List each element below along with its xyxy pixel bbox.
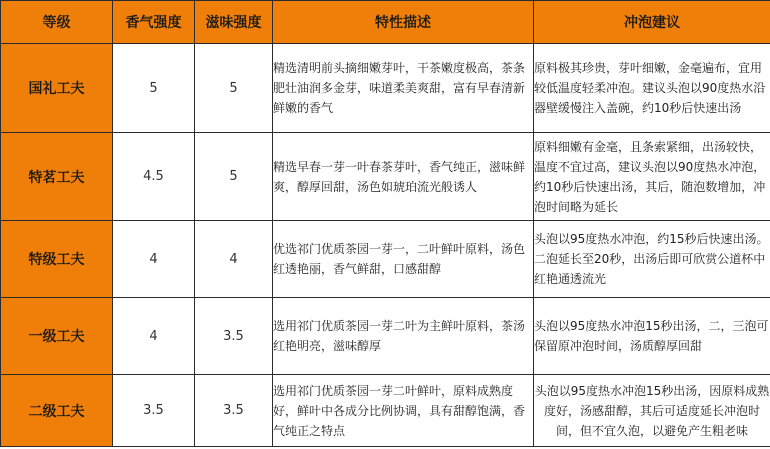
grade-cell: 二级工夫 xyxy=(1,375,113,447)
header-row xyxy=(1,1,770,44)
header-features: 特性描述 xyxy=(273,1,534,44)
grade-cell: 特茗工夫 xyxy=(1,133,113,221)
aroma-cell: 4 xyxy=(113,221,195,298)
brewing-cell: 头泡以95度热水冲泡，约15秒后快速出汤。二泡延长至20秒，出汤后即可欣赏公道杯中红艳通透流光 xyxy=(534,221,770,298)
features-cell: 精选清明前头摘细嫩芽叶，干茶嫩度极高，茶条肥壮油润多金芽，味道柔美爽甜，富有早春清新鲜嫩的香气 xyxy=(273,44,534,133)
header-brewing-advice: 冲泡建议 xyxy=(534,1,770,44)
table-row xyxy=(1,133,770,221)
aroma-cell: 3.5 xyxy=(113,375,195,447)
brewing-cell: 原料细嫩有金毫，且条索紧细，出汤较快，温度不宜过高，建议头泡以90度热水冲泡，约10秒后快速出汤，其后，随泡数增加，冲泡时间略为延长 xyxy=(534,133,770,221)
header-taste-intensity: 滋味强度 xyxy=(195,1,273,44)
table-row xyxy=(1,221,770,298)
features-cell: 精选早春一芽一叶春茶芽叶，香气纯正，滋味鲜爽，醇厚回甜，汤色如琥珀流光般诱人 xyxy=(273,133,534,221)
grade-cell: 国礼工夫 xyxy=(1,44,113,133)
taste-cell: 5 xyxy=(195,44,273,133)
brewing-cell: 头泡以95度热水冲泡15秒出汤，二，三泡可保留原冲泡时间，汤质醇厚回甜 xyxy=(534,298,770,375)
header-grade: 等级 xyxy=(1,1,113,44)
aroma-cell: 4.5 xyxy=(113,133,195,221)
brewing-cell: 原料极其珍贵，芽叶细嫩，金毫遍布，宜用较低温度轻柔冲泡。建议头泡以90度热水沿器壁缓慢注入盖碗，约10秒后快速出汤 xyxy=(534,44,770,133)
table-row xyxy=(1,375,770,447)
brewing-cell: 头泡以95度热水冲泡15秒出汤，因原料成熟度好，汤感甜醇，其后可适度延长冲泡时间，但不宜久泡，以避免产生粗老味 xyxy=(534,375,770,447)
taste-cell: 3.5 xyxy=(195,375,273,447)
aroma-cell: 5 xyxy=(113,44,195,133)
features-cell: 选用祁门优质茶园一芽二叶为主鲜叶原料，茶汤红艳明亮，滋味醇厚 xyxy=(273,298,534,375)
taste-cell: 5 xyxy=(195,133,273,221)
aroma-cell: 4 xyxy=(113,298,195,375)
features-cell: 选用祁门优质茶园一芽二叶鲜叶，原料成熟度好，鲜叶中各成分比例协调，具有甜醇饱满，香气纯正之特点 xyxy=(273,375,534,447)
features-cell: 优选祁门优质茶园一芽一，二叶鲜叶原料，汤色红透艳丽，香气鲜甜，口感甜醇 xyxy=(273,221,534,298)
table-row xyxy=(1,44,770,133)
taste-cell: 3.5 xyxy=(195,298,273,375)
taste-cell: 4 xyxy=(195,221,273,298)
table-row xyxy=(1,298,770,375)
header-aroma-intensity: 香气强度 xyxy=(113,1,195,44)
grade-cell: 一级工夫 xyxy=(1,298,113,375)
grade-cell: 特级工夫 xyxy=(1,221,113,298)
